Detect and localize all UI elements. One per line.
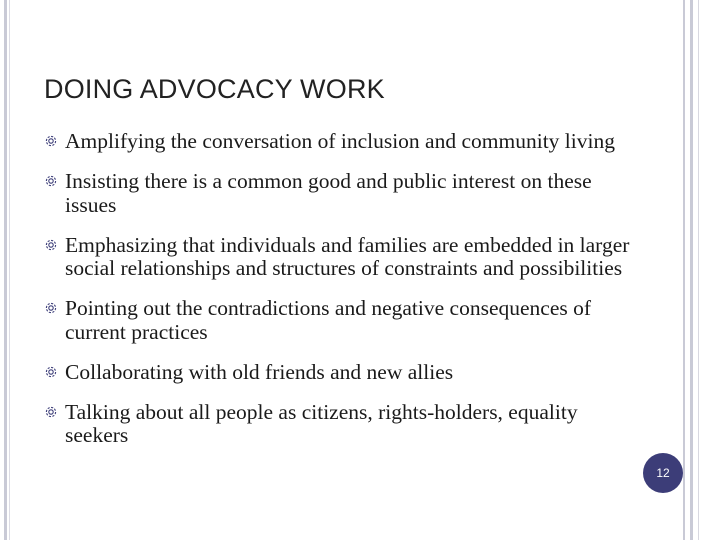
bullet-text: Insisting there is a common good and public interest on these issues <box>65 169 592 217</box>
gear-icon <box>44 405 58 419</box>
right-border-line <box>698 0 699 540</box>
bullet-text: Emphasizing that individuals and families are embedded in larger social relationships and structures of constraints and possibilities <box>65 232 630 280</box>
bullet-item <box>44 130 634 154</box>
bullet-text: Collaborating with old friends and new allies <box>65 359 454 384</box>
gear-icon <box>44 174 58 188</box>
bullet-item <box>44 297 634 344</box>
bullet-item <box>44 234 634 281</box>
bullet-text: Pointing out the contradictions and negative consequences of current practices <box>65 296 592 344</box>
bullet-text: Amplifying the conversation of inclusion and community living <box>65 129 615 153</box>
bullet-text: Talking about all people as citizens, rights-holders, equality seekers <box>65 399 578 447</box>
gear-icon <box>44 365 58 379</box>
bullet-item <box>44 361 634 385</box>
bullet-item <box>44 170 634 217</box>
page-number-badge: 12 <box>643 453 683 493</box>
right-border-line <box>690 0 693 540</box>
bullet-item <box>44 401 634 448</box>
left-border-bar <box>4 0 7 540</box>
gear-icon <box>44 134 58 148</box>
gear-icon <box>44 238 58 252</box>
right-border-line <box>683 0 685 540</box>
slide-title: DOING ADVOCACY WORK <box>44 74 385 104</box>
left-border-line <box>9 0 10 540</box>
gear-icon <box>44 301 58 315</box>
bullet-list <box>44 130 634 464</box>
